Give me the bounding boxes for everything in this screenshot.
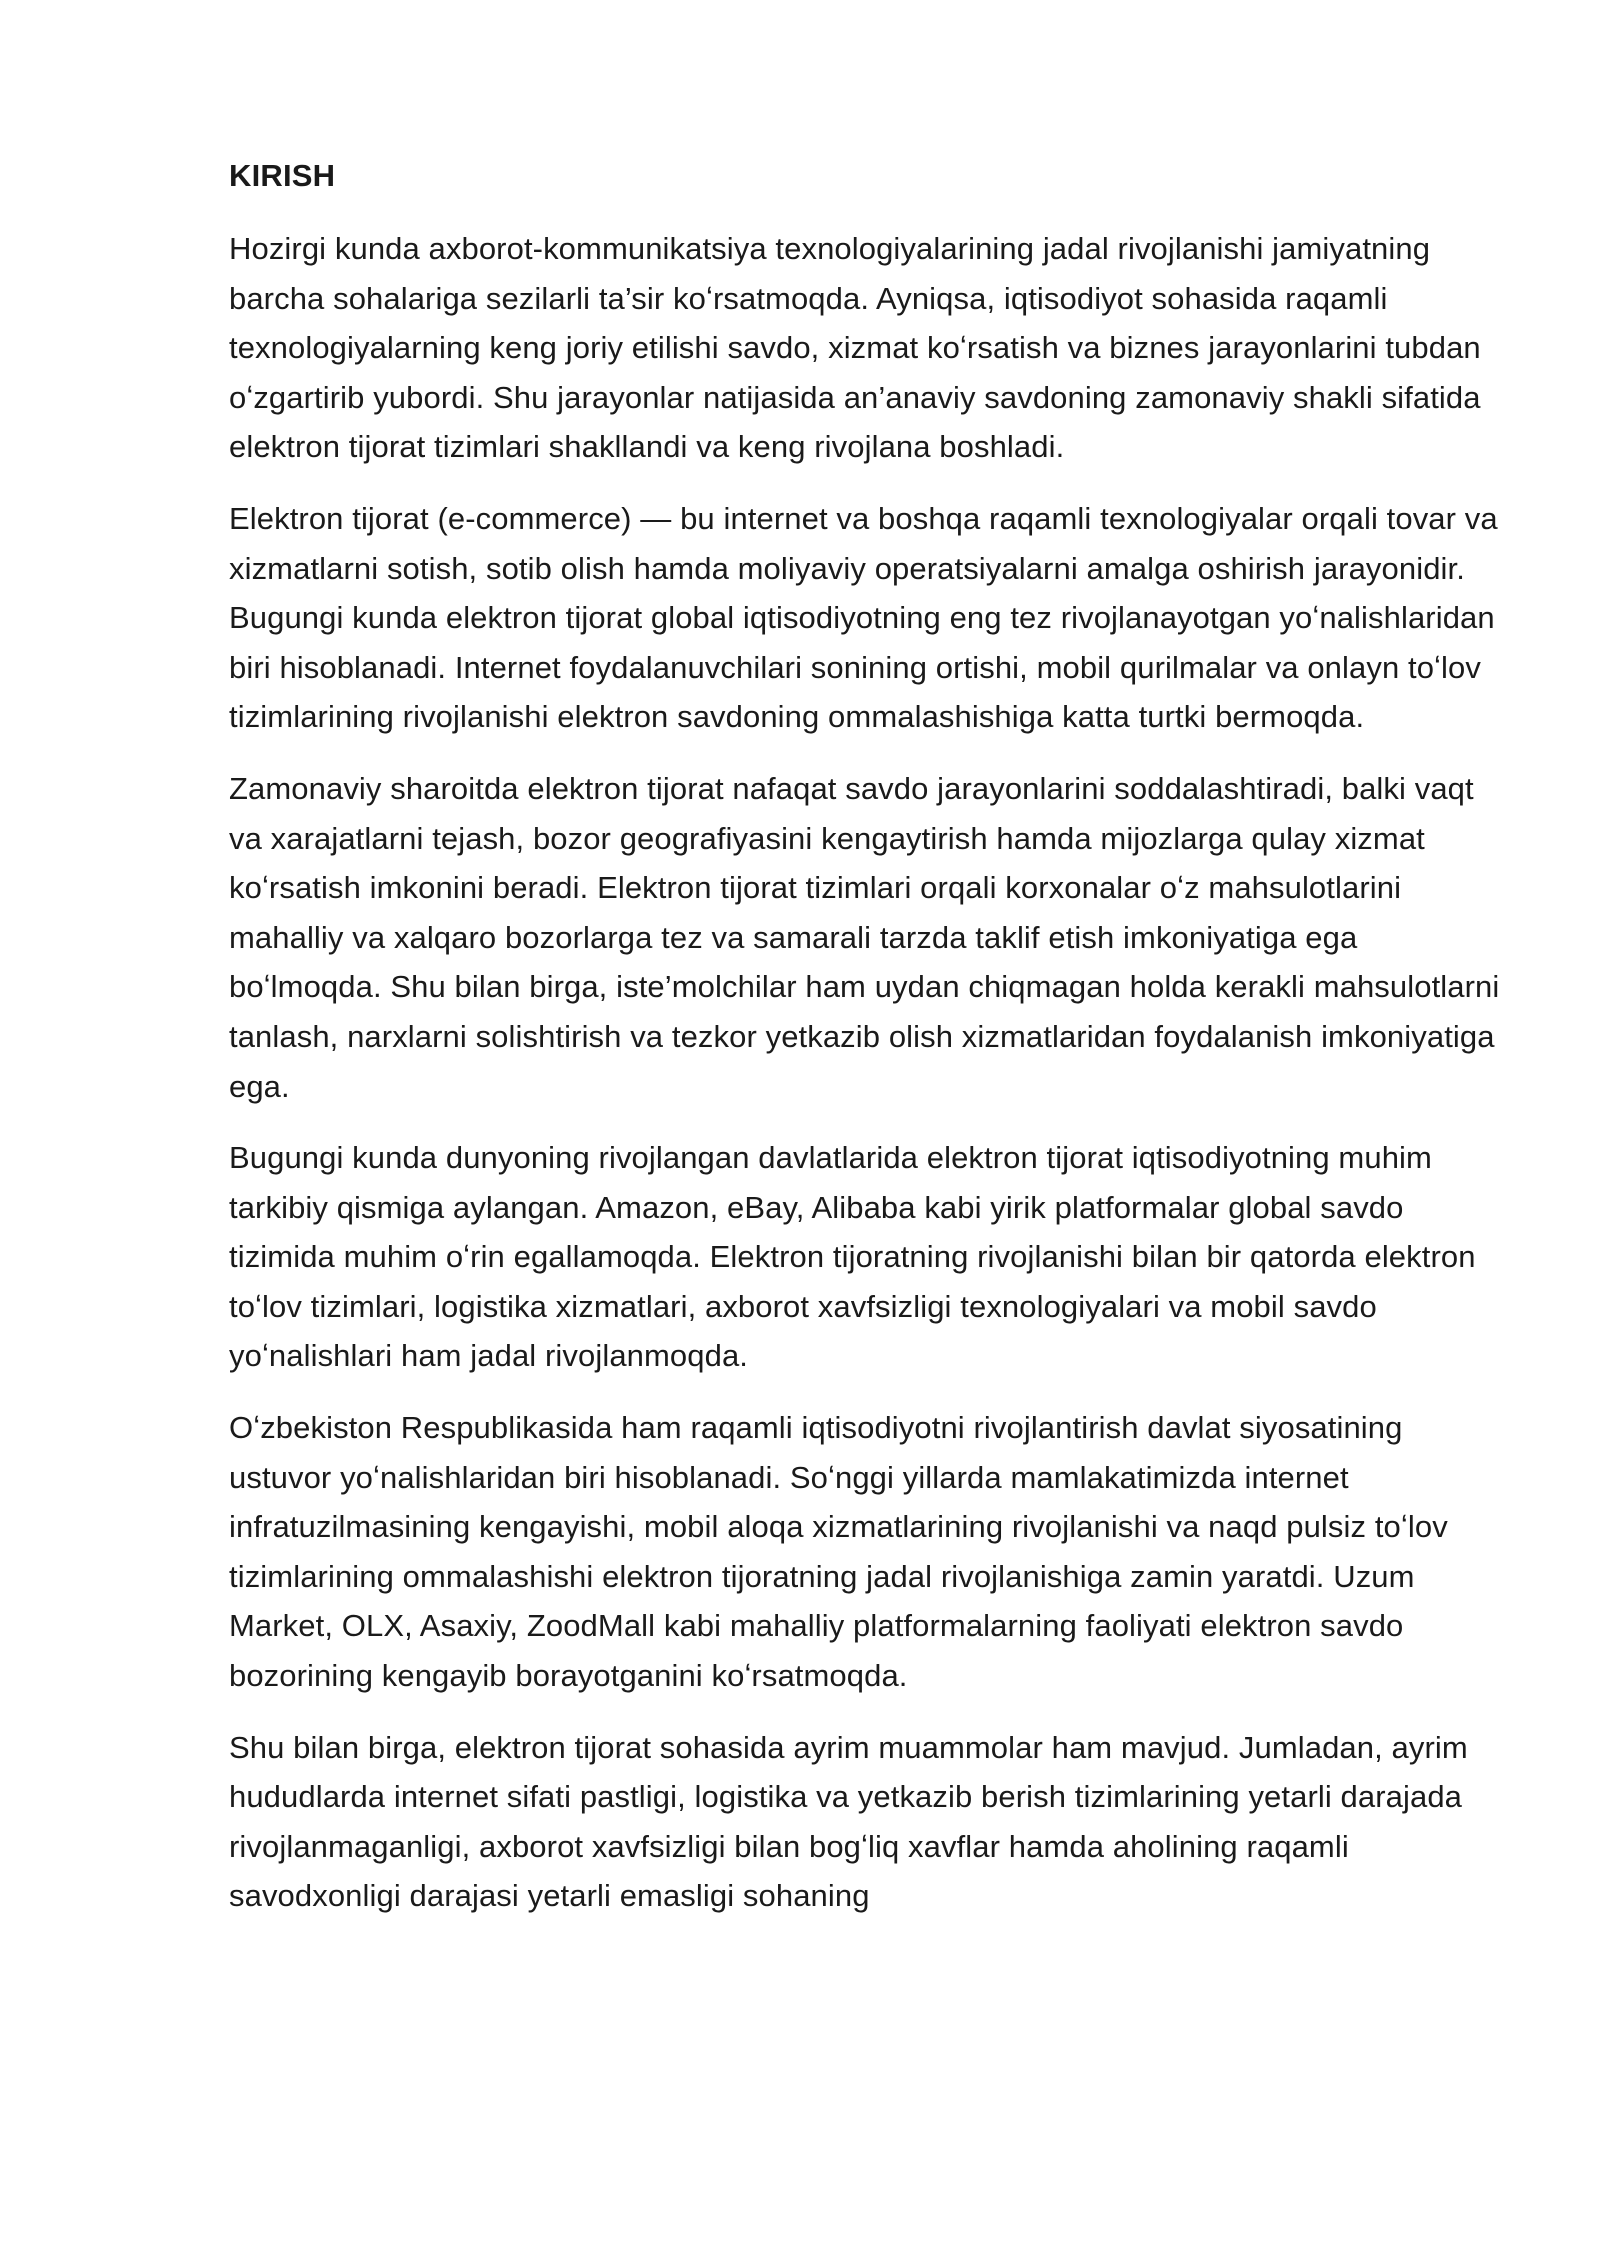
paragraph-5: Oʻzbekiston Respublikasida ham raqamli iqtisodiyotni rivojlantirish davlat siyosatining ustuvor yoʻnalishlaridan biri hisoblanadi. Soʻnggi yillarda mamlakatimizda internet infratuzilmasining kengayishi, mobil aloqa xizmatlarining rivojlanishi va naqd pulsiz toʻlov tizimlarining ommalashishi elektron tijoratning jadal rivojlanishiga zamin yaratdi. Uzum Market, OLX, Asaxiy, ZoodMall kabi mahalliy platformalarning faoliyati elektron savdo bozorining kengayib borayotganini koʻrsatmoqda. (229, 1410, 1448, 1694)
paragraph-3: Zamonaviy sharoitda elektron tijorat nafaqat savdo jarayonlarini soddalashtiradi, balki vaqt va xarajatlarni tejash, bozor geografiyasini kengaytirish hamda mijozlarga qulay xizmat koʻrsatish imkonini beradi. Elektron tijorat tizimlari orqali korxonalar oʻz mahsulotlarini mahalliy va xalqaro bozorlarga tez va samarali tarzda taklif etish imkoniyatiga ega boʻlmoqda. Shu bilan birga, iste’molchilar ham uydan chiqmagan holda kerakli mahsulotlarni tanlash, narxlarni solishtirish va tezkor yetkazib olish xizmatlaridan foydalanish imkoniyatiga ega. (229, 770, 1500, 1104)
paragraph-4: Bugungi kunda dunyoning rivojlangan davlatlarida elektron tijorat iqtisodiyotning muhim tarkibiy qismiga aylangan. Amazon, eBay, Alibaba kabi yirik platformalar global savdo tizimida muhim oʻrin egallamoqda. Elektron tijoratning rivojlanishi bilan bir qatorda elektron toʻlov tizimlari, logistika xizmatlari, axborot xavfsizligi texnologiyalari va mobil savdo yoʻnalishlari ham jadal rivojlanmoqda. (229, 1140, 1476, 1374)
paragraph-2: Elektron tijorat (e-commerce) — bu internet va boshqa raqamli texnologiyalar orqali tovar va xizmatlarni sotish, sotib olish hamda moliyaviy operatsiyalarni amalga oshirish jarayonidir. Bugungi kunda elektron tijorat global iqtisodiyotning eng tez rivojlanayotgan yoʻnalishlaridan biri hisoblanadi. Internet foydalanuvchilari sonining ortishi, mobil qurilmalar va onlayn toʻlov tizimlarining rivojlanishi elektron savdoning ommalashishiga katta turtki bermoqda. (229, 500, 1498, 735)
section-heading: KIRISH (229, 158, 336, 193)
document-body (229, 150, 1501, 1943)
paragraph-1: Hozirgi kunda axborot-kommunikatsiya texnologiyalarining jadal rivojlanishi jamiyatning barcha sohalariga sezilarli ta’sir koʻrsatmoqda. Ayniqsa, iqtisodiyot sohasida raqamli texnologiyalarning keng joriy etilishi savdo, xizmat koʻrsatish va biznes jarayonlarini tubdan oʻzgartirib yubordi. Shu jarayonlar natijasida an’anaviy savdoning zamonaviy shakli sifatida elektron tijorat tizimlari shakllandi va keng rivojlana boshladi. (229, 231, 1481, 465)
paragraph-6: Shu bilan birga, elektron tijorat sohasida ayrim muammolar ham mavjud. Jumladan, ayrim hududlarda internet sifati pastligi, logistika va yetkazib berish tizimlarining yetarli darajada rivojlanmaganligi, axborot xavfsizligi bilan bogʻliq xavflar hamda aholining raqamli savodxonligi darajasi yetarli emasligi sohaning (229, 1729, 1468, 1914)
